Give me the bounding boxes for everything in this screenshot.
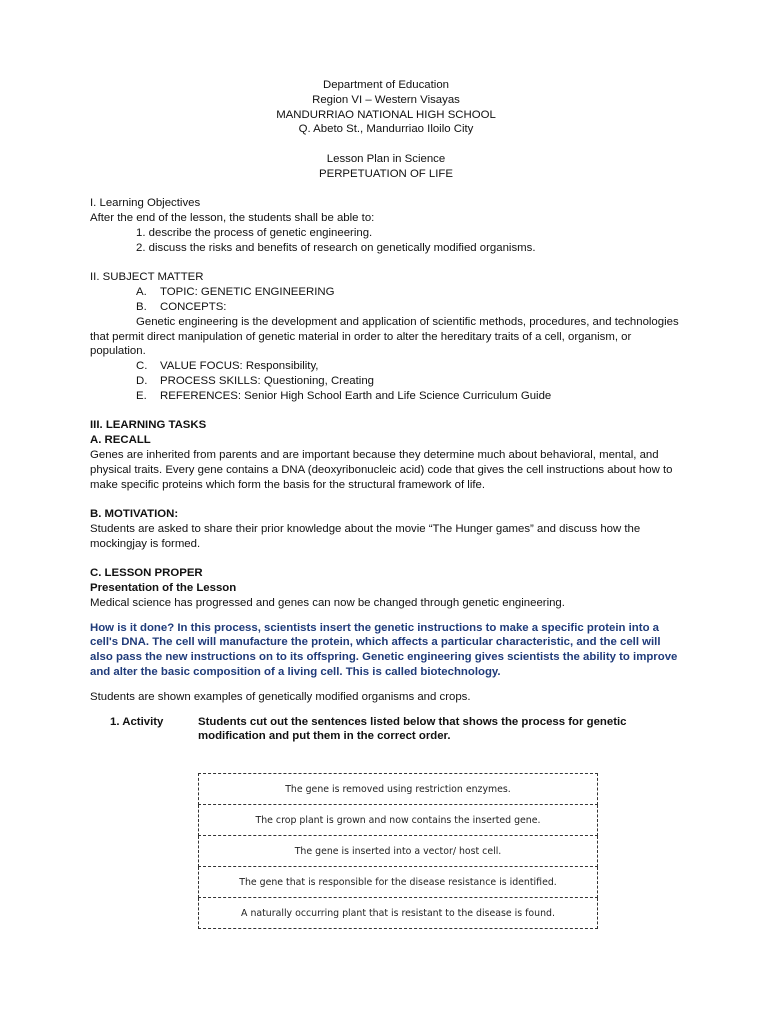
recall-text: Genes are inherited from parents and are important because they determine much about behavioral, mental, and physical traits. Every gene contains a DNA (deoxyribonucleic acid) code that gives the cell instructions about how to make specific proteins which form the basis for the structural framework of life.	[90, 448, 673, 491]
presentation-text: Medical science has progressed and genes can now be changed through genetic engineering.	[90, 596, 565, 609]
activity-instructions: Students cut out the sentences listed below that shows the process for genetic modification and put them in the correct order.	[198, 715, 627, 743]
cut-sentence: A naturally occurring plant that is resistant to the disease is found.	[199, 898, 598, 929]
section-subject-matter	[90, 270, 682, 403]
list-item: B. CONCEPTS:	[136, 300, 227, 313]
plan-subject: PERPETUATION OF LIFE	[319, 167, 453, 180]
school-address: Q. Abeto St., Mandurriao Iloilo City	[298, 123, 474, 136]
subject-matter-list	[90, 285, 682, 315]
motivation-heading: B. MOTIVATION:	[90, 508, 179, 521]
presentation-heading: Presentation of the Lesson	[90, 582, 237, 595]
activity-label: 1. Activity	[110, 715, 164, 728]
table-row	[199, 867, 598, 898]
table-row	[199, 836, 598, 867]
activity-row	[110, 715, 682, 745]
concept-definition: Genetic engineering is the development and application of scientific methods, procedures, and technologies that permit direct manipulation of genetic material in order to alter the hereditary traits of a cell, organism, or population.	[90, 315, 679, 358]
table-row	[199, 805, 598, 836]
region-name: Region VI – Western Visayas	[312, 93, 460, 106]
cut-sentence: The gene is inserted into a vector/ host cell.	[199, 836, 598, 867]
biotechnology-explanation: How is it done? In this process, scientists insert the genetic instructions to make a specific protein into a cell's DNA. The cell will manufacture the protein, which affects a particular characteristic, and the cell will also pass the new instructions on to its offspring. Genetic engineering gives scientists the ability to improve and alter the basic composition of a living cell. This is called biotechnology.	[90, 621, 678, 679]
list-item: A. TOPIC: GENETIC ENGINEERING	[136, 286, 335, 299]
objectives-intro: After the end of the lesson, the students shall be able to:	[90, 212, 375, 225]
section-objectives	[90, 196, 682, 255]
motivation-text: Students are asked to share their prior knowledge about the movie “The Hunger games” and discuss how the mockingjay is formed.	[90, 522, 641, 550]
subject-matter-heading: II. SUBJECT MATTER	[90, 271, 204, 284]
examples-text: Students are shown examples of genetically modified organisms and crops.	[90, 690, 471, 703]
plan-title: Lesson Plan in Science	[326, 152, 446, 165]
cut-sentence: The crop plant is grown and now contains the inserted gene.	[199, 805, 598, 836]
table-row	[199, 774, 598, 805]
school-name: MANDURRIAO NATIONAL HIGH SCHOOL	[276, 108, 496, 121]
objectives-heading: I. Learning Objectives	[90, 197, 201, 210]
cut-sentence: The gene that is responsible for the disease resistance is identified.	[199, 867, 598, 898]
learning-tasks-heading: III. LEARNING TASKS	[90, 419, 207, 432]
cut-sentence: The gene is removed using restriction enzymes.	[199, 774, 598, 805]
list-item: D. PROCESS SKILLS: Questioning, Creating	[136, 374, 374, 387]
objective-item: 2. discuss the risks and benefits of research on genetically modified organisms.	[136, 241, 536, 254]
objective-item: 1. describe the process of genetic engineering.	[136, 226, 373, 239]
table-row	[199, 898, 598, 929]
section-learning-tasks	[90, 418, 682, 744]
list-item: E. REFERENCES: Senior High School Earth and Life Science Curriculum Guide	[136, 389, 552, 402]
document-header	[90, 78, 682, 182]
subject-matter-list	[90, 359, 682, 403]
department-name: Department of Education	[322, 79, 449, 91]
list-item: C. VALUE FOCUS: Responsibility,	[136, 360, 319, 373]
lesson-proper-heading: C. LESSON PROPER	[90, 567, 203, 580]
lesson-plan-page	[90, 78, 682, 744]
recall-heading: A. RECALL	[90, 434, 151, 447]
cut-out-sentences-table	[198, 773, 598, 929]
